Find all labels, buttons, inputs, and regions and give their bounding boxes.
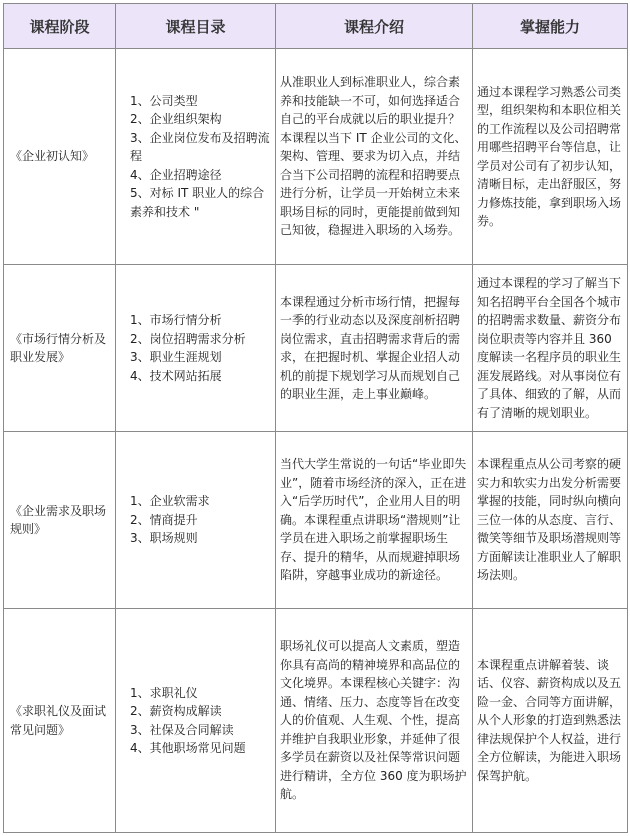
- directory-item: 5、对标 IT 职业人的综合素养和技术 ": [130, 186, 265, 219]
- directory-item: 4、企业招聘途径: [130, 167, 222, 182]
- directory-item: 3、职业生涯规划: [130, 350, 222, 364]
- table-row: [4, 49, 628, 265]
- directory-cell: [116, 609, 276, 833]
- table-row: [4, 609, 628, 833]
- directory-cell: [116, 49, 276, 265]
- course-table: [3, 3, 628, 833]
- skills-cell: 通过本课程的学习了解当下知名招聘平台全国各个城市的招聘需求数量、薪资分布岗位职责等内容并且 360 度解读一名程序员的职业生涯发展路线。对从事岗位有了具体、细致的了解，从而有了清晰的规划职业。: [473, 265, 628, 432]
- directory-item: 1、企业软需求: [130, 494, 210, 509]
- stage-cell: 《企业需求及职场规则》: [4, 432, 116, 609]
- directory-item: 1、市场行情分析: [130, 313, 222, 327]
- table-row: [4, 265, 628, 432]
- table-row: [4, 432, 628, 609]
- directory-item: 2、企业组织架构: [130, 112, 222, 127]
- header-row: [4, 4, 628, 49]
- stage-cell: 《企业初认知》: [4, 49, 116, 265]
- directory-item: 3、社保及合同解读: [130, 722, 234, 737]
- intro-cell: 本课程通过分析市场行情，把握每一季的行业动态以及深度剖析招聘岗位需求，直击招聘需求背后的需求，在把握时机、掌握企业招人动机的前提下规划学习从而规划自己的职业生涯，走上事业巅峰。: [276, 265, 473, 432]
- stage-cell: 《求职礼仪及面试常见问题》: [4, 609, 116, 833]
- stage-cell: 《市场行情分析及职业发展》: [4, 265, 116, 432]
- skills-cell: 本课程重点讲解着装、谈话、仪容、薪资构成以及五险一金、合同等方面讲解，从个人形象的打造到熟悉法律法规保护个人权益，进行全方位解读，为能进入职场保驾护航。: [473, 609, 628, 833]
- directory-item: 1、公司类型: [130, 93, 198, 108]
- directory-cell: [116, 265, 276, 432]
- header-skills: 掌握能力: [473, 4, 628, 49]
- directory-item: 3、企业岗位发布及招聘流程: [130, 130, 270, 164]
- header-directory: 课程目录: [116, 4, 276, 49]
- header-stage: 课程阶段: [4, 4, 116, 49]
- directory-item: 2、情商提升: [130, 512, 198, 527]
- directory-item: 2、薪资构成解读: [130, 704, 222, 718]
- directory-item: 4、其他职场常见问题: [130, 741, 246, 755]
- directory-item: 2、岗位招聘需求分析: [130, 331, 246, 346]
- skills-cell: 通过本课程学习熟悉公司类型，组织架构和本职位相关的工作流程以及公司招聘常用哪些招聘平台等信息，让学员对公司有了初步认知，清晰目标，走出舒服区，努力修炼技能，拿到职场入场券。: [473, 49, 628, 265]
- intro-cell: 从准职业人到标准职业人，综合素养和技能缺一不可，如何选择适合自己的平台成就以后的职业提升？本课程以当下 IT 企业公司的文化、架构、管理、要求为切入点，并结合当下公司招聘的流程和招聘要点进行分析，让学员一开始树立未来职场目标的同时，更能提前做到知己知彼，稳握进入职场的入场券。: [276, 49, 473, 265]
- directory-cell: [116, 432, 276, 609]
- directory-item: 4、技术网站拓展: [130, 368, 222, 383]
- header-intro: 课程介绍: [276, 4, 473, 49]
- intro-cell: 职场礼仪可以提高人文素质，塑造你具有高尚的精神境界和高品位的文化境界。本课程核心关键字：沟通、情绪、压力、态度等旨在改变人的价值观、人生观、个性，提高并维护自我职业形象，并延伸了很多学员在薪资以及社保等常识问题进行精讲，全方位 360 度为职场护航。: [276, 609, 473, 833]
- directory-item: 3、职场规则: [130, 531, 198, 546]
- intro-cell: 当代大学生常说的一句话“毕业即失业”，随着市场经济的深入，正在进入“后学历时代”，企业用人目的明确。本课程重点讲职场“潜规则”让学员在进入职场之前掌握职场生存、提升的精华，从而规避掉职场陷阱，穿越事业成功的新途径。: [276, 432, 473, 609]
- skills-cell: 本课程重点从公司考察的硬实力和软实力出发分析需要掌握的技能，同时纵向横向三位一体的从态度、言行、微笑等细节及职场潜规则等方面解读让准职业人了解职场法则。: [473, 432, 628, 609]
- directory-item: 1、求职礼仪: [130, 685, 198, 700]
